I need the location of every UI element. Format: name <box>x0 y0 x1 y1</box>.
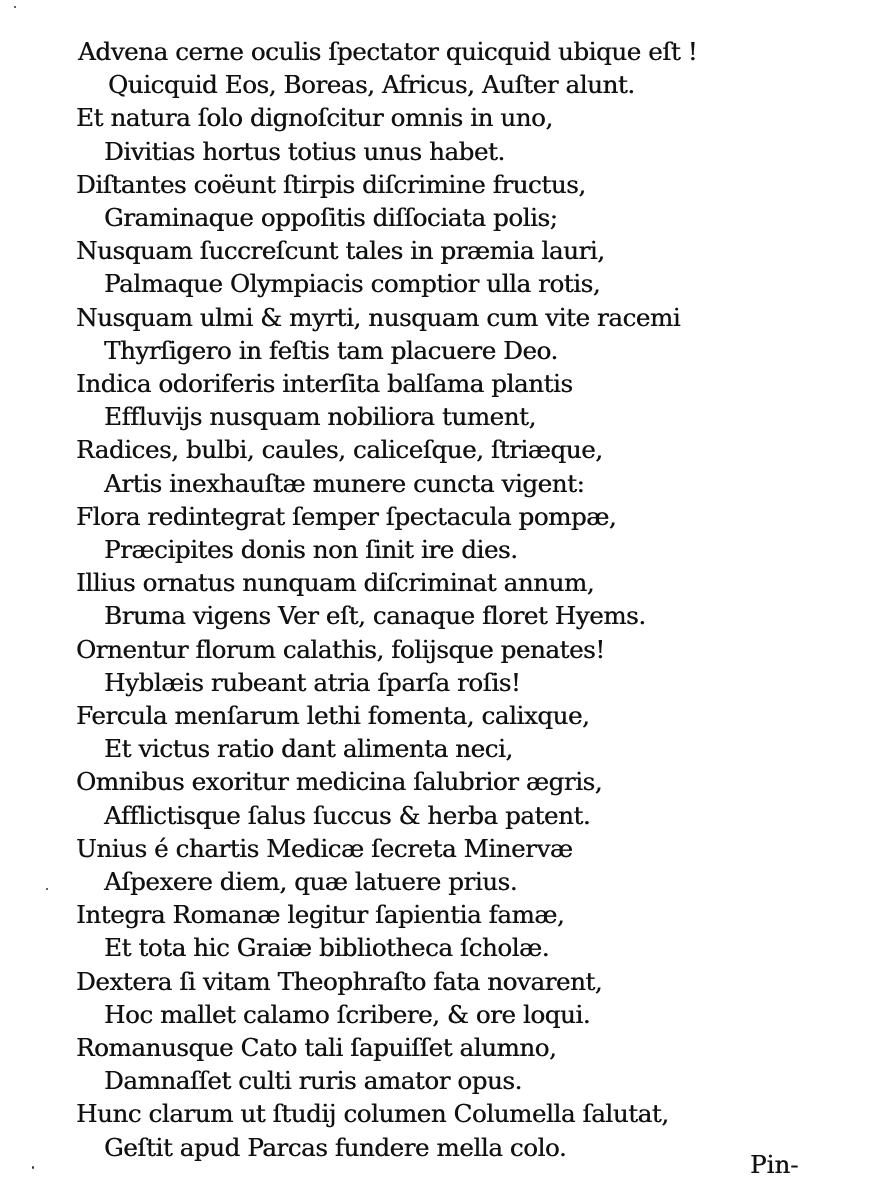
ink-speck <box>32 1166 34 1169</box>
poem-line: Thyrſigero in feſtis tam placuere Deo. <box>104 335 558 365</box>
poem-line: Flora redintegrat ſemper ſpectacula pompæ, <box>76 501 617 531</box>
poem-line: Hyblæis rubeant atria ſparſa roſis! <box>104 667 521 697</box>
poem-line: Et victus ratio dant alimenta neci, <box>104 734 513 764</box>
poem-line: Palmaque Olympiacis comptior ulla rotis, <box>104 269 601 299</box>
poem-line: Diſtantes coëunt ſtirpis diſcrimine fructus, <box>76 169 586 199</box>
poem-line: Radices, bulbi, caules, caliceſque, ſtriæque, <box>76 435 603 465</box>
poem-line: Effluvijs nusquam nobiliora tument, <box>104 402 536 432</box>
poem-line: Et tota hic Graiæ bibliotheca ſcholæ. <box>104 933 550 963</box>
poem-line: Afflictisque ſalus ſuccus & herba patent. <box>104 800 591 830</box>
poem-line: Divitias hortus totius unus habet. <box>104 136 505 166</box>
poem-line: Dextera ſi vitam Theophraſto fata novarent, <box>76 966 603 996</box>
poem-line: Hunc clarum ut ſtudij columen Columella ſalutat, <box>76 1099 669 1129</box>
poem-line: Illius ornatus nunquam diſcriminat annum, <box>76 568 595 598</box>
poem-line: Bruma vigens Ver eſt, canaque floret Hyems. <box>104 601 646 631</box>
poem-line: Hoc mallet calamo ſcribere, & ore loqui. <box>104 999 591 1029</box>
catchword: Pin- <box>750 1150 799 1179</box>
poem-line: Integra Romanæ legitur ſapientia famæ, <box>76 900 565 930</box>
poem-line: Ornentur florum calathis, folijsque penates! <box>76 634 605 664</box>
poem-line: Graminaque oppoſitis diſſociata polis; <box>104 203 558 232</box>
poem-line: Nusquam ſuccreſcunt tales in præmia lauri, <box>76 236 605 266</box>
ink-speck <box>46 888 48 890</box>
poem-line: Indica odoriferis interſita balſama plantis <box>76 369 573 398</box>
poem-line: Fercula menſarum lethi fomenta, calixque, <box>76 701 590 730</box>
poem-line: Præcipites donis non ſinit ire dies. <box>104 535 518 564</box>
ink-speck <box>14 6 16 8</box>
poem-line: Et natura ſolo dignoſcitur omnis in uno, <box>76 103 553 133</box>
poem-line: Omnibus exoritur medicina ſalubrior ægris, <box>76 767 603 797</box>
poem-line: Geſtit apud Parcas fundere mella colo. <box>104 1132 567 1162</box>
poem-line: Artis inexhauſtæ munere cuncta vigent: <box>104 468 585 498</box>
poem-line: Advena cerne oculis ſpectator quicquid ubique eſt ! <box>78 37 698 66</box>
poem-line: Damnaſſet culti ruris amator opus. <box>104 1066 522 1096</box>
poem-line: Romanusque Cato tali ſapuiſſet alumno, <box>76 1033 557 1062</box>
poem-line: Quicquid Eos, Boreas, Africus, Auſter alunt. <box>108 70 635 100</box>
poem-line: Aſpexere diem, quæ latuere prius. <box>104 867 518 896</box>
poem-line: Nusquam ulmi & myrti, nusquam cum vite racemi <box>76 302 681 332</box>
poem-line: Unius é chartis Medicæ ſecreta Minervæ <box>76 833 573 863</box>
